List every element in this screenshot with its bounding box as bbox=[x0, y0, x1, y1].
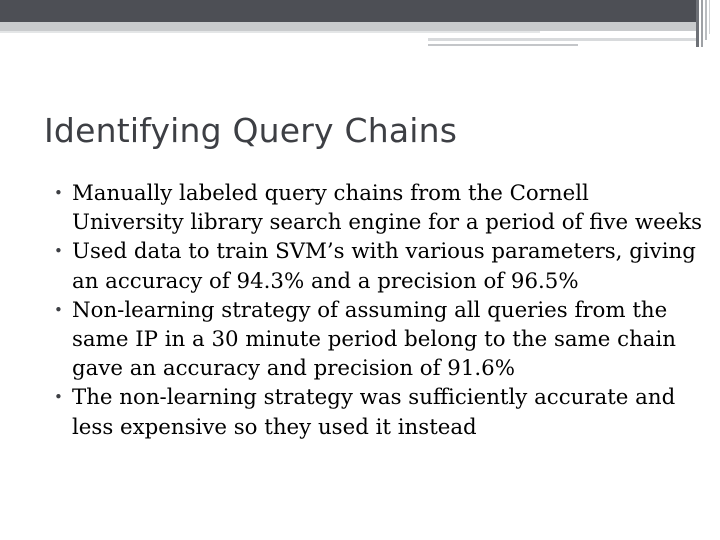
bullet-item bbox=[54, 179, 704, 237]
corner-stripe bbox=[709, 0, 710, 34]
bullet-icon: • bbox=[54, 388, 63, 407]
bullet-text: Used data to train SVM’s with various parameters, giving an accuracy of 94.3% and a precision of 96.5% bbox=[72, 239, 696, 294]
bullet-text: The non-learning strategy was sufficiently accurate and less expensive so they used it instead bbox=[72, 385, 676, 440]
bullet-icon: • bbox=[54, 184, 63, 202]
header-band bbox=[0, 0, 696, 22]
bullet-text: Non-learning strategy of assuming all queries from the same IP in a 30 minute period belong to the same chain gave an accuracy and precision of 91.6% bbox=[72, 297, 677, 382]
bullet-list bbox=[54, 179, 704, 442]
corner-stripe bbox=[701, 0, 703, 47]
bullet-icon: • bbox=[54, 300, 63, 319]
corner-stripe bbox=[705, 0, 707, 40]
bullet-item bbox=[54, 383, 704, 441]
slide-title: Identifying Query Chains bbox=[44, 111, 458, 150]
accent-line bbox=[428, 44, 578, 46]
header-band-thin bbox=[0, 31, 540, 33]
corner-stripe bbox=[696, 0, 699, 47]
bullet-icon: • bbox=[54, 242, 63, 261]
bullet-item bbox=[54, 237, 704, 295]
accent-line bbox=[428, 38, 696, 41]
header-band-light bbox=[0, 22, 696, 31]
bullet-text: Manually labeled query chains from the Cornell University library search engine for a period of five weeks bbox=[72, 181, 703, 236]
bullet-item bbox=[54, 296, 704, 384]
